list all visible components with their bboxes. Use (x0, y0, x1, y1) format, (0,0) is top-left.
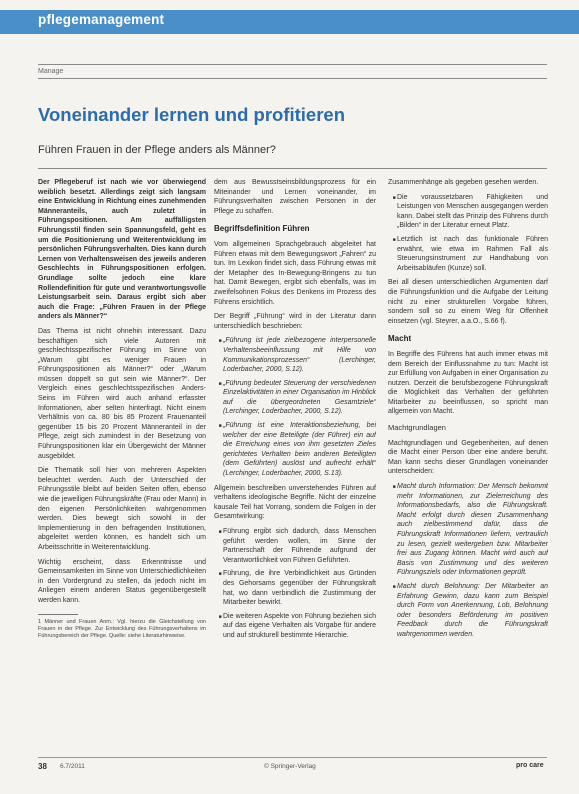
publisher-label: © Springer-Verlag (264, 763, 316, 770)
body-paragraph: Zusammenhänge als gegeben gesehen werden. (388, 179, 539, 186)
body-paragraph: Vom allgemeinen Sprachgebrauch abgeleitet hat Führen etwas mit dem Bewegungswort „Fahren“ zu tun. Im Lexikon findet sich, dass Führung etwas mit der Metapher des In-Bewegung-Bringens zu tun hat. Damit Bewegen, ergibt sich ebenfalls, was im zweifelsohnen Fokus des Denkens im Prozess des Führens ersichtlich. (214, 240, 376, 306)
bullet-list (388, 193, 548, 274)
definition-list (214, 336, 376, 478)
column-3 (388, 178, 548, 738)
bullet-list (388, 482, 548, 640)
body-paragraph: Die Thematik soll hier von mehreren Aspekten beleuchtet werden. Auch der Unterschied der Führungsstile bleibt auf beiden Seiten offen, ebenso wie die jeweiligen Führungskräfte (Frau oder Mann) in den eigenen Persönlichkeiten wahrgenommen werden. Dies bewegt sich sowohl in der Implementierung in den befragenden Institutionen, abgeleitet werden können, es handelt sich um Arbeitsschritte in Weiterentwicklung. (38, 467, 206, 551)
list-item: • „Führung ist jede zielbezogene interpersonelle Verhaltensbeeinflussung mit Hilfe von Kommunikationsprozessen“ (Lerchinger, Loderbacher, 2000, S.12). (223, 336, 376, 374)
section-label: Manage (38, 68, 64, 75)
section-heading: Macht (388, 334, 412, 344)
bullet-list (214, 527, 376, 641)
list-item: • Führung ergibt sich dadurch, dass Menschen geführt werden wollen, im Sinne der Partnerschaft der Führende aufgrund der Verantwortlichkeit von Führen Geführten. (223, 527, 376, 565)
footnote: 1 Männer und Frauen Anm.: Vgl. hierzu die Gleichstellung von Frauen in der Pflege. Zur Entwicklung des Führungsverhaltens im Führungsbereich der Pflege. Quelle: siehe Literaturhinweise. (38, 618, 206, 639)
column-2 (214, 178, 376, 738)
body-paragraph: Das Thema ist nicht ohnehin interessant. Dazu beschäftigen sich viele Autoren mit geschlechtsspezifischer Führung im Sinne von „Warum gibt es weniger Frauen in Führungspositionen als Männer?“ oder „Warum müssen doppelt so gut sein wie Männer?“. Der Vergleich eines geschlechtsspezifischen Anders-Seins im Führen wird auch anhand erfasster Informationen, aber selten hinterfragt. Nicht einem Verhältnis von ca. 80 bis 85 Prozent Frauenanteil gegenüber 15 bis 20 Prozent Männeranteil in der Pflege, zeigt sich zumindest in der Besetzung von Führungspositionen klar ein Übergewicht der Männer ausgebildet. (38, 327, 206, 460)
top-rule (38, 64, 547, 65)
body-paragraph: Wichtig erscheint, dass Erkenntnisse und Gemeinsamkeiten im Sinne von Unterschiedlichkeiten in den Vordergrund zu stellen, da jedoch nicht im Anliegen einem anderen Status gegenübergestellt werden kann. (38, 558, 206, 604)
list-item: • Führung, die ihre Verbindlichkeit aus Gründen des Gehorsams gegenüber der Führungskraft hat, wo dann verbindlich die Zustimmung der Mitarbeiter bewirkt. (223, 569, 376, 607)
body-paragraph: Machtgrundlagen und Gegebenheiten, auf denen die Macht einer Person über eine andere beruht. Man kann sechs dieser Grundlagen voneinander unterscheiden: (388, 439, 548, 476)
list-item: • Die voraussetzbaren Fähigkeiten und Leistungen von Menschen ausgegangen werden kann. Dabei stellt das Prinzip des Führens durch „Bilden“ in der Literatur erneut Platz. (397, 193, 548, 231)
subline-rule (38, 168, 547, 169)
list-item: • Macht durch Information: Der Mensch bekommt mehr Informationen, zur Zielerreichung des Informationsbedarfs, also die Führungskraft. Macht erfolgt durch diesen Zusammenhang auch zielbestimmend dafür, dass die Führungskraft Informationen liefern, vertraulich zu lesen, gezielt weitergeben bzw. Mitarbeiter frei aus Zugang können. Macht wird auch auf Basis von Zustimmung und des weiteren Führungsziels oder Informationen geprüft. (397, 482, 548, 578)
body-paragraph: dem aus Bewusstseinsbildungsprozess für ein Miteinander und Lernen voneinander, im Führungsverhalten zwischen Personen in der Pflege zu schaffen. (214, 179, 376, 215)
section-rule (38, 78, 547, 79)
list-item: • Die weiteren Aspekte von Führung beziehen sich auf das eigene Verhalten als Vorgabe für andere und auf strukturell bestimmte Hierarchie. (223, 612, 376, 641)
magazine-section-title: pflegemanagement (38, 12, 165, 27)
footnote-rule (38, 614, 78, 615)
journal-name: pro care (516, 762, 544, 769)
article-headline: Voneinander lernen und profitieren (38, 104, 345, 125)
body-paragraph: Bei all diesen unterschiedlichen Argumenten darf die Führungsfunktion und die Aufgabe der Leitung nicht zu einer strukturellen Vorgabe führen, sondern soll so zu einem Weg für Offenheit einsetzen (vgl. Steyrer, a.a.O., S.66 f). (388, 279, 548, 325)
column-1 (38, 178, 206, 738)
list-item: • Macht durch Belohnung: Der Mitarbeiter an Erfahrung Gewinn, dazu kann zum Beispiel durch Form von Anerkennung, Lob, Belohnung oder besonders Beförderung im positiven Feedback durch die Führungskraft wahrgenommen werden. (397, 582, 548, 640)
section-heading: Begriffsdefinition Führen (214, 224, 310, 234)
footer-rule (38, 757, 547, 758)
body-paragraph: Der Begriff „Führung“ wird in der Literatur dann unterschiedlich beschrieben: (214, 313, 376, 330)
issue-label: 6.7/2011 (60, 763, 85, 770)
article-subline: Führen Frauen in der Pflege anders als Männer? (38, 144, 276, 156)
body-paragraph: Allgemein beschreiben unverstehendes Führen auf verhaltens ideologische Begriffe. Nicht der einzelne kausale Teil hat Vorrang, sondern die Folgen in der Gesamtwirkung: (214, 484, 376, 521)
list-item: • „Führung bedeutet Steuerung der verschiedenen Einzelaktivitäten in einer Organisation im Hinblick auf die übergeordneten Gesamtziele“ (Lerchinger, Loderbacher, 2000, S.12). (223, 379, 376, 417)
list-item: • Letztlich ist nach das funktionale Führen erwähnt, wie etwa im Rahmen Fall als Steuerungsinstrument zur Handhabung von Arbeitsabläufen (Kunze) soll. (397, 235, 548, 273)
body-paragraph: In Begriffe des Führens hat auch immer etwas mit dem Bereich der Einflussnahme zu tun: Macht ist zur Erfüllung von Aufgaben in einer Organisation zu nutzen. Derzeit die berufsbezogene Führungskraft die Möglichkeit das Verhalten der geführten Mitarbeiter zu beeinflussen, so spricht man allgemein von Macht. (388, 350, 548, 416)
list-item: • „Führung ist eine Interaktionsbeziehung, bei welcher der eine Beteiligte (der Führer) ein auf die Erreichung eines von ihm gesetzten Zieles gerichtetes Verhalten beim anderen Beteiligten (dem Geführten) auslöst und aufrecht erhält“ (Lerchinger, Loderbacher, 2000, S.13). (223, 421, 376, 479)
lead-paragraph: Der Pflegeberuf ist nach wie vor überwiegend weiblich besetzt. Allerdings zeigt sich langsam eine Entwicklung in Richtung eines zunehmenden Männeranteils, auch zuletzt in Führungspositionen. Am auffälligsten Führungsstil finden sein Spannungsfeld, geht es um die Positionierung und Weiterentwicklung im persönlichen Führungsverhalten. Dies kann durch Lernen von Verhaltensweisen des jeweils anderen Geschlechts in Führungspositionen erfolgen. Grundlage sollte jedoch eine klare Rollendefinition für gute und verantwortungsvolle Leistungsarbeit sein. Daraus ergibt sich aber auch die Frage: „Führen Frauen in der Pflege anders als Männer?“ (38, 179, 206, 321)
page-number: 38 (38, 762, 47, 771)
subsection-heading: Machtgrundlagen (388, 423, 446, 433)
